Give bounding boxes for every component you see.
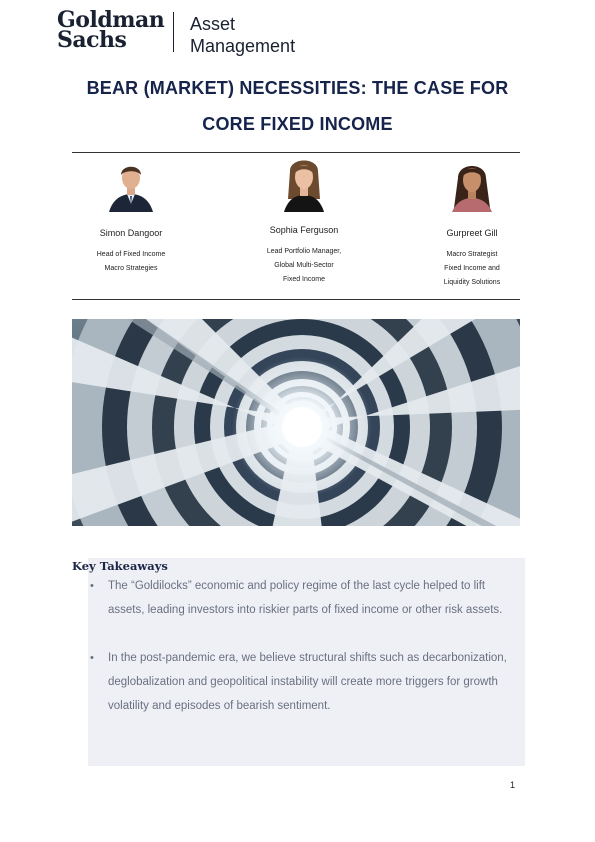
list-item — [88, 646, 520, 718]
bullet-icon: • — [90, 580, 94, 592]
author-card — [56, 160, 206, 276]
bullet-icon: • — [90, 652, 94, 664]
key-takeaways-list — [88, 574, 520, 718]
author-name: Gurpreet Gill — [446, 228, 498, 238]
author-role-line: Macro Strategist — [446, 251, 498, 258]
document-title-line1: BEAR (MARKET) NECESSITIES: THE CASE FOR — [86, 78, 509, 98]
asset-management-label — [190, 13, 295, 57]
logo-brand-line2: Sachs — [57, 27, 127, 53]
list-item — [88, 574, 520, 622]
author-role-line: Liquidity Solutions — [443, 279, 501, 286]
hero-image — [72, 319, 520, 526]
logo-divider — [173, 12, 174, 52]
author-photo — [105, 160, 157, 212]
author-role-line: Head of Fixed Income — [96, 251, 166, 258]
author-name: Simon Dangoor — [99, 228, 163, 238]
author-role-line: Macro Strategies — [104, 265, 158, 272]
author-role-line: Fixed Income and — [444, 265, 500, 272]
author-role-line: Fixed Income — [282, 276, 326, 283]
author-card — [229, 157, 379, 287]
author-role-line: Global Multi-Sector — [274, 262, 334, 269]
author-card — [397, 160, 547, 290]
top-divider — [72, 152, 520, 153]
key-takeaways-heading: Key Takeaways — [72, 559, 168, 573]
logo-brand-line1: Goldman — [57, 7, 165, 33]
author-role — [56, 248, 206, 276]
author-role — [229, 245, 379, 287]
author-photo — [446, 160, 498, 212]
author-photo — [280, 157, 328, 212]
takeaway-text: The “Goldilocks” economic and policy regime of the last cycle helped to lift assets, leading investors into riskier parts of fixed income or other risk assets. — [108, 580, 503, 616]
author-role — [397, 248, 547, 290]
author-name: Sophia Ferguson — [269, 225, 339, 235]
logo-division-line1: Asset — [190, 14, 236, 34]
page-number: 1 — [510, 780, 516, 790]
logo-division-line2: Management — [190, 36, 296, 56]
takeaway-text: In the post-pandemic era, we believe structural shifts such as decarbonization, deglobalization and geopolitical instability will create more triggers for growth volatility and episodes of bearish sentiment. — [108, 652, 507, 712]
bottom-divider — [72, 299, 520, 300]
goldman-sachs-logo — [57, 7, 165, 53]
author-role-line: Lead Portfolio Manager, — [266, 248, 342, 255]
document-title-line2: CORE FIXED INCOME — [202, 114, 393, 134]
